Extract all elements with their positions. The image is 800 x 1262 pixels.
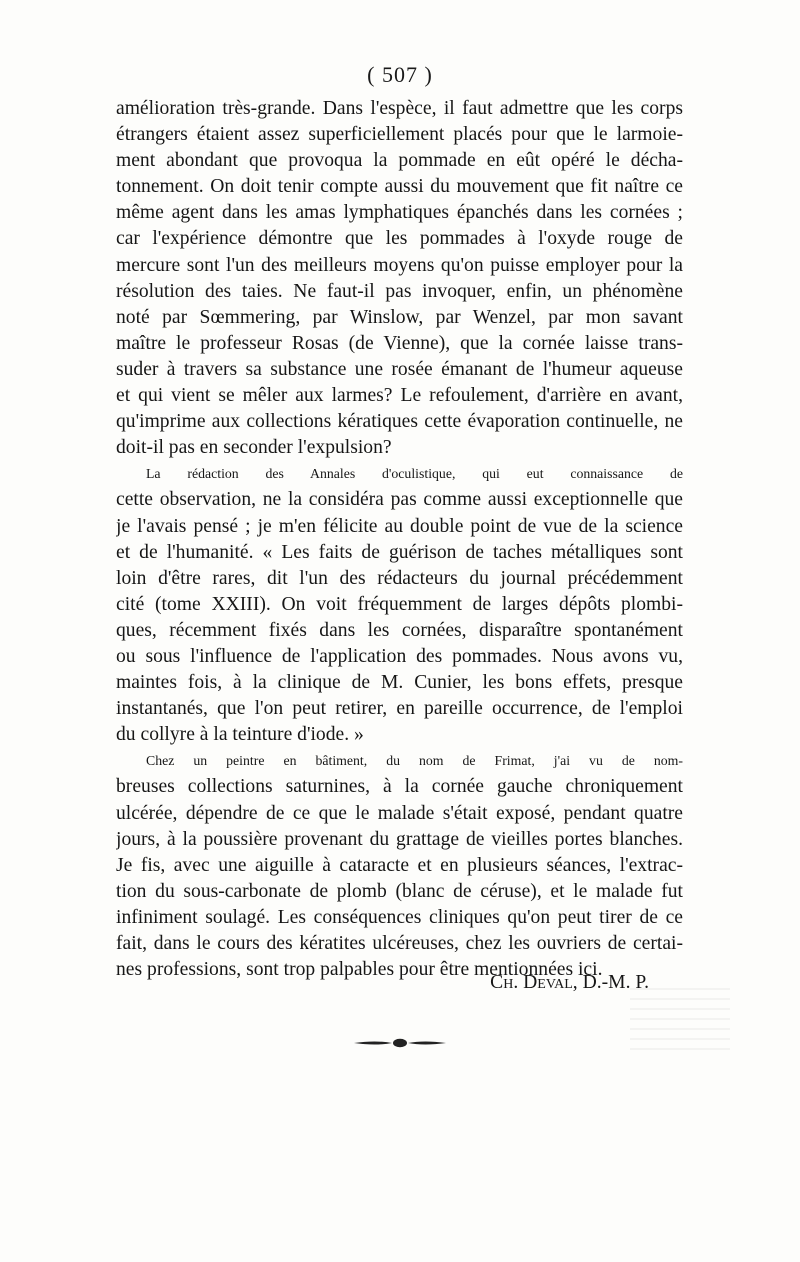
text-line: tonnement. On doit tenir compte aussi du mouvement que fit naître ce [116, 176, 683, 198]
text-line: jours, à la poussière provenant du grattage de vieilles portes blanches. [116, 828, 683, 850]
text-line: Chez un peintre en bâtiment, du nom de Frimat, j'ai vu de nom- [146, 753, 683, 769]
text-line: ment abondant que provoqua la pommade en eût opéré le décha- [116, 150, 683, 172]
paragraph-2 [116, 461, 683, 748]
text-line: Je fis, avec une aiguille à cataracte et en plusieurs séances, l'extrac- [116, 854, 683, 876]
text-line: même agent dans les amas lymphatiques épanchés dans les cornées ; [116, 202, 683, 224]
paragraph-3 [116, 748, 683, 983]
text-line: cité (tome XXIII). On voit fréquemment de larges dépôts plombi- [116, 593, 683, 615]
text-line: du collyre à la teinture d'iode. » [116, 724, 364, 746]
text-line: je l'avais pensé ; je m'en félicite au double point de vue de la science [116, 515, 683, 537]
text-line: doit-il pas en seconder l'expulsion? [116, 437, 392, 459]
paragraph-1 [116, 96, 683, 461]
text-line: et qui vient se mêler aux larmes? Le refoulement, d'arrière en avant, [116, 385, 683, 407]
text-line: mercure sont l'un des meilleurs moyens qu'on puisse employer pour la [116, 254, 683, 276]
text-line: car l'expérience démontre que les pommades à l'oxyde rouge de [116, 228, 683, 250]
text-line: résolution des taies. Ne faut-il pas invoquer, enfin, un phénomène [116, 280, 683, 302]
text-line: tion du sous-carbonate de plomb (blanc de céruse), et le malade fut [116, 880, 683, 902]
text-line: loin d'être rares, dit l'un des rédacteurs du journal précédemment [116, 567, 683, 589]
text-line: qu'imprime aux collections kératiques cette évaporation continuelle, ne [116, 411, 683, 433]
body-text [116, 96, 683, 983]
text-line: cette observation, ne la considéra pas comme aussi exceptionnelle que [116, 489, 683, 511]
text-line: instantanés, que l'on peut retirer, en pareille occurrence, de l'emploi [116, 698, 683, 720]
text-line: amélioration très-grande. Dans l'espèce, il faut admettre que les corps [116, 98, 683, 119]
text-line: infiniment soulagé. Les conséquences cliniques qu'on peut tirer de ce [116, 906, 683, 928]
ornament-divider-icon [352, 1036, 448, 1050]
text-line: étrangers étaient assez superficiellement placés pour que le larmoie- [116, 124, 683, 146]
bleed-through-texture [630, 980, 730, 1050]
text-line: suder à travers sa substance une rosée émanant de l'humeur aqueuse [116, 358, 683, 380]
author-signature: Ch. Deval, D.-M. P. [490, 972, 649, 993]
text-line: fait, dans le cours des kératites ulcéreuses, chez les ouvriers de certai- [116, 933, 683, 954]
text-line: nes professions, sont trop palpables pour être mentionnées ici. [116, 959, 603, 981]
page-number: ( 507 ) [367, 62, 433, 87]
text-line: maintes fois, à la clinique de M. Cunier, les bons effets, presque [116, 672, 683, 694]
text-line: maître le professeur Rosas (de Vienne), que la cornée laisse trans- [116, 332, 683, 354]
text-line: ou sous l'influence de l'application des pommades. Nous avons vu, [116, 645, 683, 667]
text-line: breuses collections saturnines, à la cornée gauche chroniquement [116, 776, 683, 798]
text-line: noté par Sœmmering, par Winslow, par Wenzel, par mon savant [116, 306, 683, 328]
text-line: et de l'humanité. « Les faits de guérison de taches métalliques sont [116, 541, 683, 563]
text-line: La rédaction des Annales d'oculistique, qui eut connaissance de [146, 466, 683, 482]
text-line: ulcérée, dépendre de ce que le malade s'était exposé, pendant quatre [116, 802, 683, 824]
text-line: ques, récemment fixés dans les cornées, disparaître spontanément [116, 619, 683, 641]
